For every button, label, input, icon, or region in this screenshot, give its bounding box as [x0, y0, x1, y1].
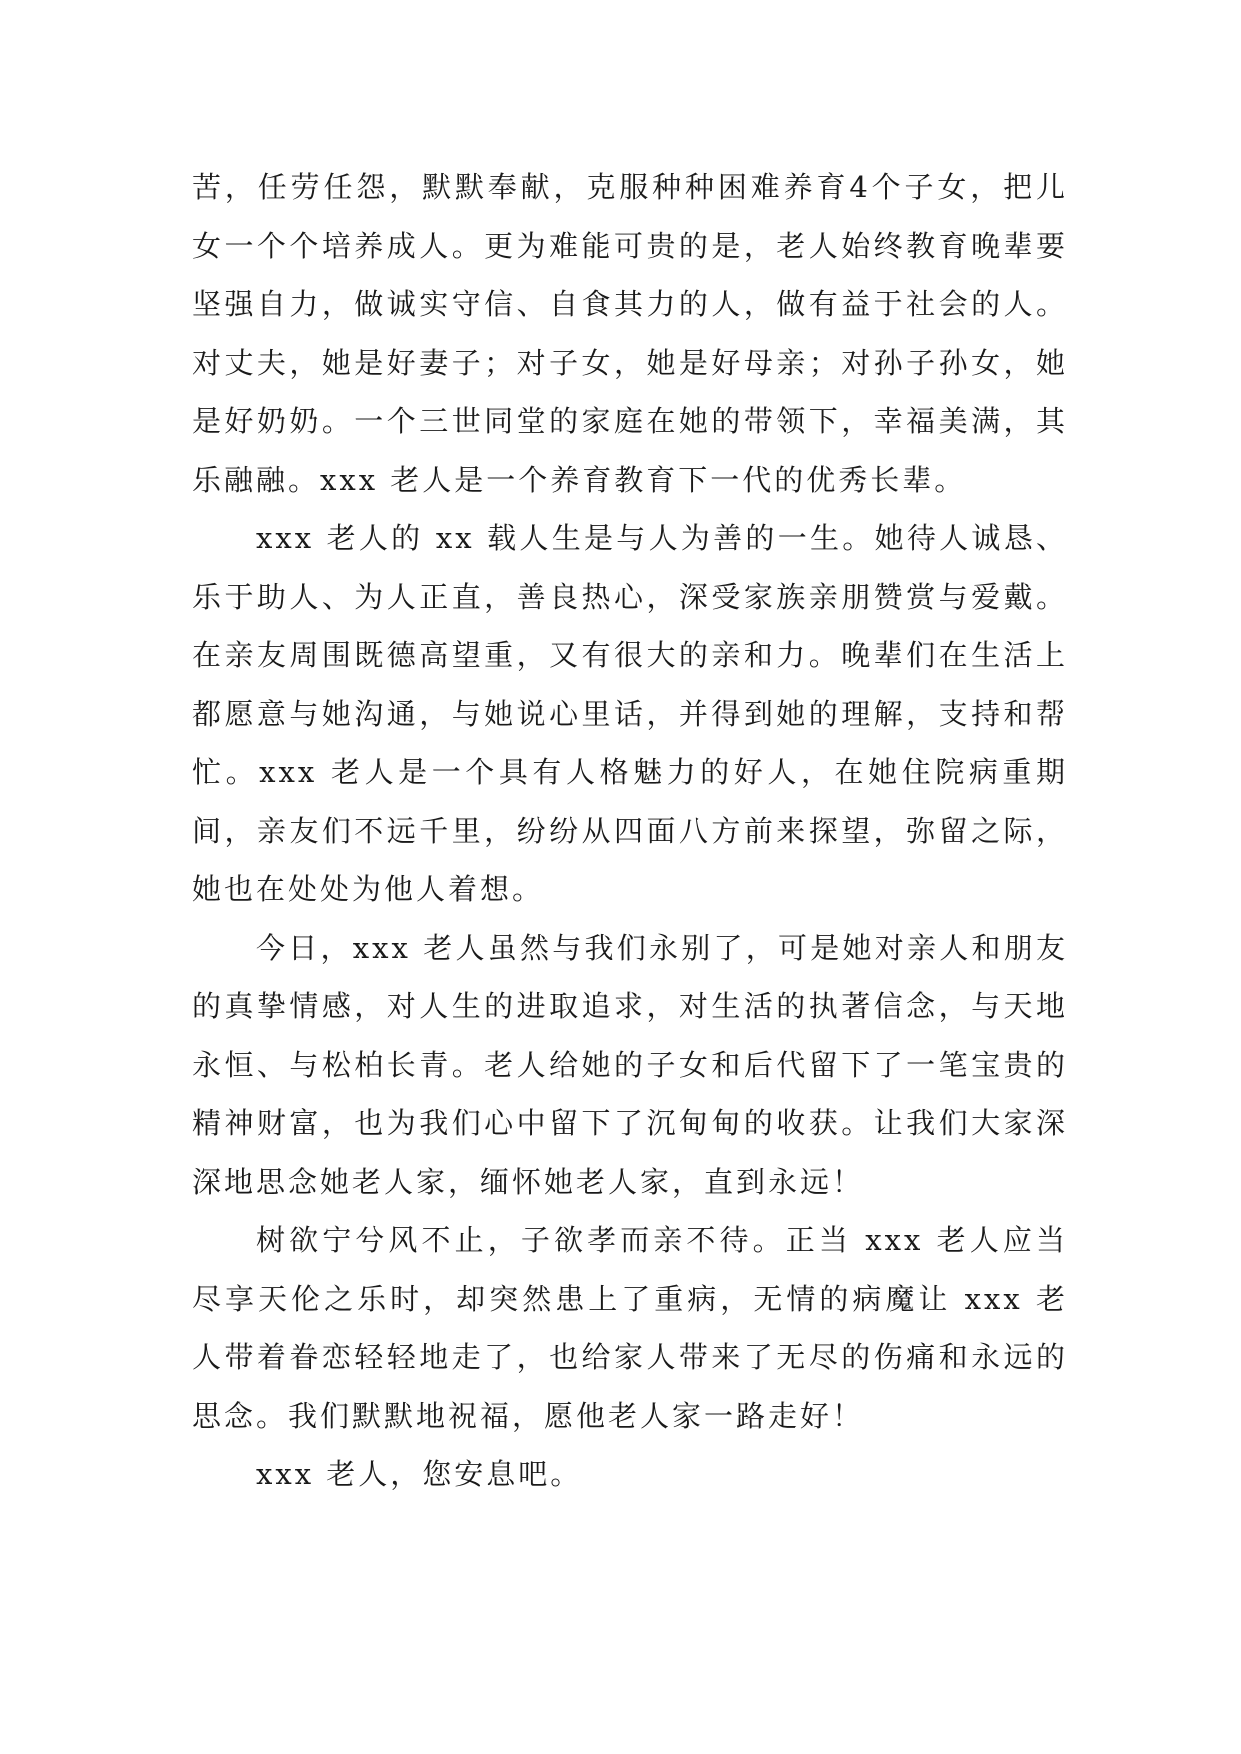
paragraph-continued: 苦，任劳任怨，默默奉献，克服种种困难养育4个子女，把儿女一个个培养成人。更为难能可贵的是，老人始终教育晚辈要坚强自力，做诚实守信、自食其力的人，做有益于社会的人。对丈夫，她是好妻子；对子女，她是好母亲；对孙子孙女，她是好奶奶。一个三世同堂的家庭在她的带领下，幸福美满，其乐融融。xxx 老人是一个养育教育下一代的优秀长辈。	[192, 170, 1068, 497]
paragraph: 今日，xxx 老人虽然与我们永别了，可是她对亲人和朋友的真挚情感，对人生的进取追求，对生活的执著信念，与天地永恒、与松柏长青。老人给她的子女和后代留下了一笔宝贵的精神财富，也为我们心中留下了沉甸甸的收获。让我们大家深深地思念她老人家，缅怀她老人家，直到永远！	[192, 930, 1068, 1199]
paragraph: 树欲宁兮风不止，子欲孝而亲不待。正当 xxx 老人应当尽享天伦之乐时，却突然患上了重病，无情的病魔让 xxx 老人带着眷恋轻轻地走了，也给家人带来了无尽的伤痛和永远的思念。我们默默地祝福，愿他老人家一路走好！	[192, 1223, 1068, 1433]
paragraph-closing: xxx 老人，您安息吧。	[256, 1457, 583, 1491]
paragraph: xxx 老人的 xx 载人生是与人为善的一生。她待人诚恳、乐于助人、为人正直，善良热心，深受家族亲朋赞赏与爱戴。在亲友周围既德高望重，又有很大的亲和力。晚辈们在生活上都愿意与她沟通，与她说心里话，并得到她的理解，支持和帮忙。xxx 老人是一个具有人格魅力的好人，在她住院病重期间，亲友们不远千里，纷纷从四面八方前来探望，弥留之际，她也在处处为他人着想。	[192, 521, 1068, 906]
document-body	[192, 158, 1068, 1504]
